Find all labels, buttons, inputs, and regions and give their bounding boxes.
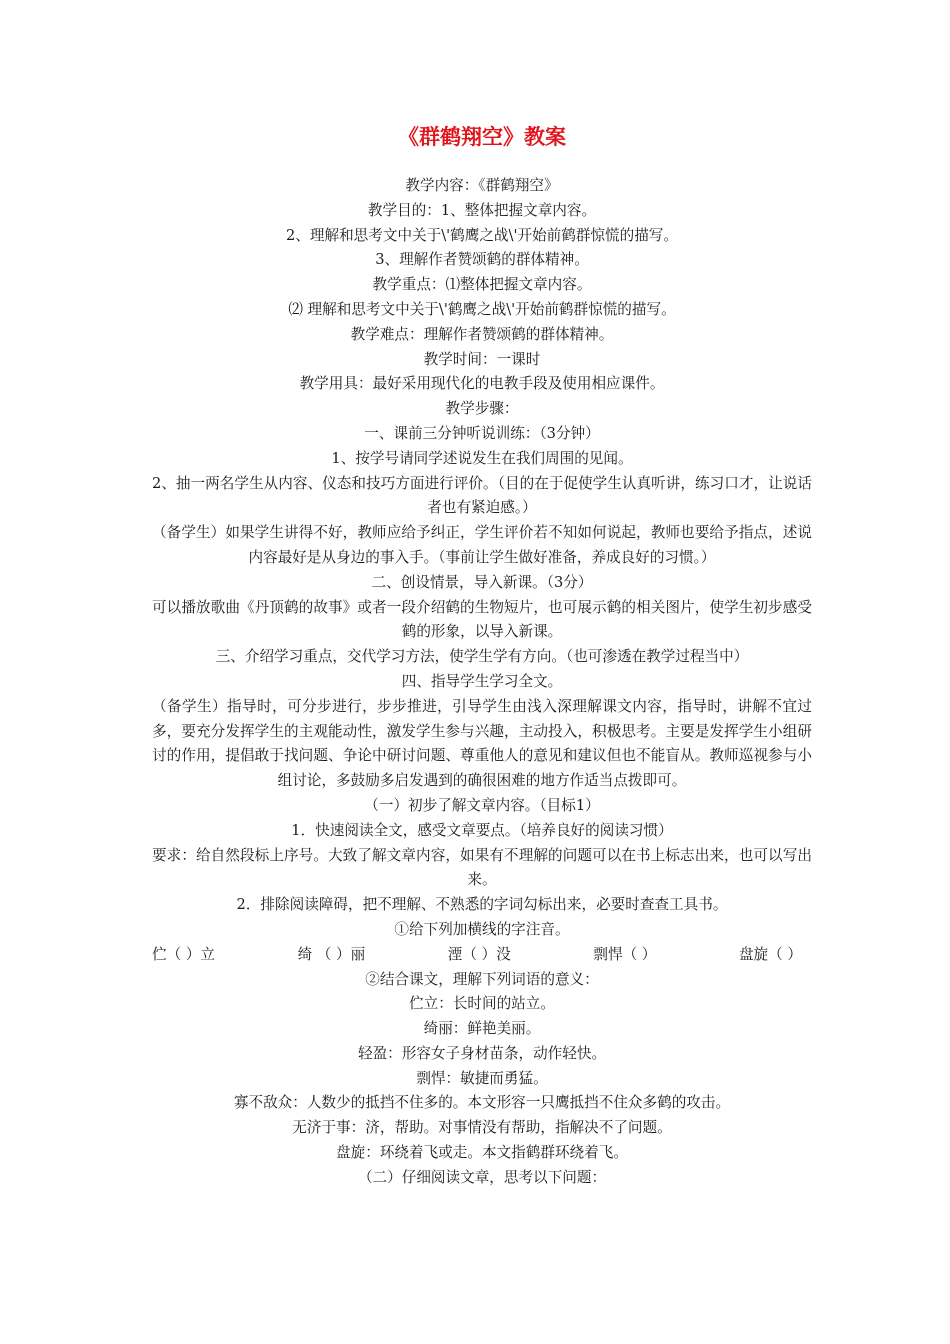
phonetic-item: 剽悍（ ） <box>593 945 657 963</box>
definition-line: 盘旋：环绕着飞或走。本文指鹤群环绕着飞。 <box>336 1144 628 1162</box>
text-line: 教学用具：最好采用现代化的电教手段及使用相应课件。 <box>299 375 665 393</box>
text-line: （二）仔细阅读文章，思考以下问题： <box>357 1168 607 1186</box>
text-line: 3、理解作者赞颂鹤的群体精神。 <box>375 251 589 269</box>
document-title: 《群鹤翔空》教案 <box>398 125 566 149</box>
text-line: 2、理解和思考文中关于\'鹤鹰之战\'开始前鹤群惊慌的描写。 <box>286 226 678 244</box>
phonetic-item: 盘旋（ ） <box>738 945 802 963</box>
text-line: 教学内容：《群鹤翔空》 <box>405 177 559 194</box>
section-heading: 四、指导学生学习全文。 <box>401 672 563 690</box>
text-line: ②结合课文，理解下列词语的意义： <box>365 970 599 988</box>
document-page <box>152 118 812 1191</box>
paragraph: 2、抽一两名学生从内容、仪态和技巧方面进行评价。（目的在于促使学生认真听讲，练习口才，让说话者也有紧迫感。） <box>152 474 812 517</box>
paragraph: （备学生）如果学生讲得不好，教师应给予纠正，学生评价若不知如何说起，教师也要给予指点，述说内容最好是从身边的事入手。（事前让学生做好准备，养成良好的习惯。） <box>152 524 812 566</box>
phonetic-exercise-row <box>152 943 812 968</box>
phonetic-item: 湮（ ）没 <box>447 945 511 963</box>
definition-line: 轻盈：形容女子身材苗条，动作轻快。 <box>357 1044 607 1062</box>
text-line: 教学难点：理解作者赞颂鹤的群体精神。 <box>350 325 614 343</box>
definition-line: 无济于事：济，帮助。对事情没有帮助，指解决不了问题。 <box>292 1119 672 1137</box>
text-line: （一）初步了解文章内容。（目标1） <box>364 796 600 814</box>
definition-line: 剽悍：敏捷而勇猛。 <box>416 1069 548 1087</box>
text-line: 一、课前三分钟听说训练：（3分钟） <box>364 424 600 442</box>
phonetic-item: 伫（ ）立 <box>152 945 216 963</box>
document-body <box>152 174 812 1191</box>
definition-line: 寡不敌众：人数少的抵挡不住多的。本文形容一只鹰抵挡不住众多鹤的攻击。 <box>233 1094 731 1112</box>
text-line: 教学时间：一课时 <box>423 350 541 368</box>
text-line: 教学重点：⑴整体把握文章内容。 <box>372 276 592 294</box>
text-line: 教学目的：1、整体把握文章内容。 <box>367 201 597 219</box>
text-line: 教学步骤： <box>445 400 519 418</box>
definition-line: 伫立：长时间的站立。 <box>409 995 555 1013</box>
text-line: 1、按学号请同学述说发生在我们周围的见闻。 <box>331 449 633 467</box>
paragraph: 可以播放歌曲《丹顶鹤的故事》或者一段介绍鹤的生物短片，也可展示鹤的相关图片，使学生初步感受鹤的形象，以导入新课。 <box>152 598 812 641</box>
definition-line: 绮丽：鲜艳美丽。 <box>423 1020 541 1038</box>
section-heading: 三、介绍学习重点，交代学习方法，使学生学有方向。（也可渗透在教学过程当中） <box>215 648 749 666</box>
paragraph: （备学生）指导时，可分步进行，步步推进，引导学生由浅入深理解课文内容，指导时，讲解不宜过多，要充分发挥学生的主观能动性，激发学生参与兴趣，主动投入，积极思考。主要是发挥学生小组研讨的作用，提倡敢于找问题、争论中研讨问题、尊重他人的意见和建议但也不能盲从。教师巡视参与小组讨论，多鼓励多启发遇到的确很困难的地方作适当点拨即可。 <box>152 697 812 790</box>
phonetic-item: 绮 （ ）丽 <box>297 945 366 963</box>
section-heading: 二、创设情景，导入新课。（3分） <box>371 573 593 591</box>
text-line: 2．排除阅读障碍，把不理解、不熟悉的字词勾标出来，必要时查查工具书。 <box>236 896 728 914</box>
paragraph: 要求：给自然段标上序号。大致了解文章内容，如果有不理解的问题可以在书上标志出来，也可以写出来。 <box>152 846 812 889</box>
text-line: ①给下列加横线的字注音。 <box>394 920 570 938</box>
text-line: ⑵ 理解和思考文中关于\'鹤鹰之战\'开始前鹤群惊慌的描写。 <box>288 300 676 318</box>
text-line: 1．快速阅读全文，感受文章要点。（培养良好的阅读习惯） <box>291 821 673 839</box>
